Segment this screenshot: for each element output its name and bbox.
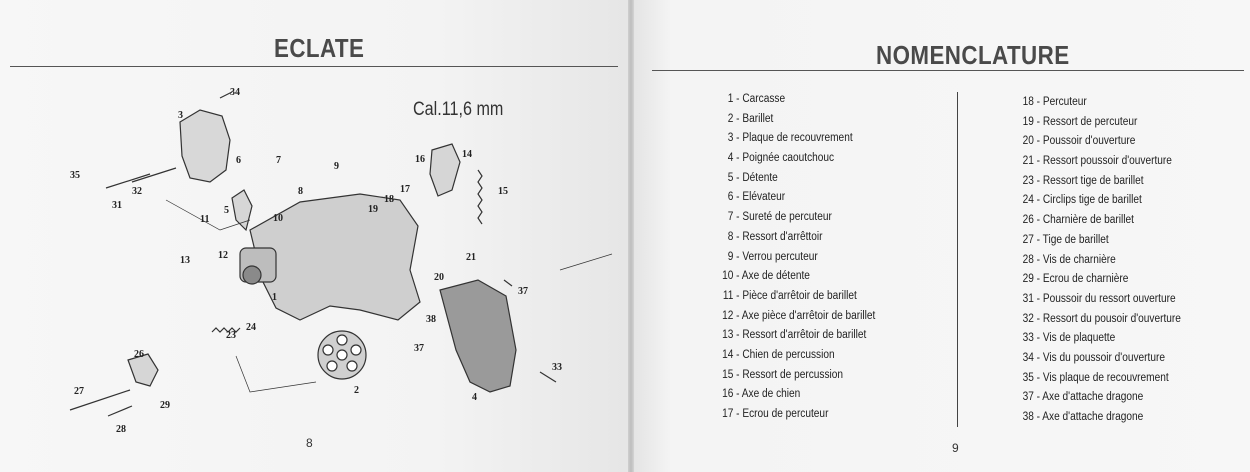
- callout-14: 14: [462, 149, 472, 160]
- callout-2: 2: [354, 385, 359, 396]
- callout-4: 4: [472, 392, 477, 403]
- callout-17: 17: [400, 184, 410, 195]
- callout-8: 8: [298, 186, 303, 197]
- parts-list-column-1: [714, 90, 897, 425]
- list-item: 21 - Ressort poussoir d'ouverture: [1022, 155, 1172, 168]
- list-item: 37 - Axe d'attache dragone: [1022, 391, 1144, 404]
- callout-3: 3: [178, 110, 183, 121]
- callout-35-left: 35: [70, 170, 80, 181]
- list-item: 15 - Ressort de percussion: [722, 368, 844, 381]
- list-item: 29 - Ecrou de charnière: [1022, 273, 1129, 286]
- title-rule: [10, 66, 618, 67]
- callout-19: 19: [368, 204, 378, 215]
- list-item: 14 - Chien de percussion: [722, 348, 835, 361]
- list-item: 17 - Ecrou de percuteur: [722, 408, 829, 420]
- list-item: 12 - Axe pièce d'arrêtoir de barillet: [722, 309, 876, 322]
- list-item: 13 - Ressort d'arrêtoir de barillet: [722, 329, 867, 342]
- callout-12: 12: [218, 250, 228, 261]
- callout-28: 28: [116, 424, 126, 435]
- list-item: 28 - Vis de charnière: [1022, 253, 1116, 266]
- list-item: 34 - Vis du poussoir d'ouverture: [1022, 351, 1165, 364]
- list-item: 20 - Poussoir d'ouverture: [1022, 135, 1136, 148]
- list-item: 24 - Circlips tige de barillet: [1022, 194, 1142, 207]
- callout-29: 29: [160, 400, 170, 411]
- list-item: 7 - Sureté de percuteur: [727, 211, 832, 224]
- exploded-view-diagram: [0, 70, 628, 450]
- list-item: 11 - Pièce d'arrêtoir de barillet: [722, 289, 857, 302]
- callout-15: 15: [498, 186, 508, 197]
- column-divider: [957, 92, 958, 427]
- callout-10: 10: [273, 213, 283, 224]
- list-item: 23 - Ressort tige de barillet: [1022, 174, 1144, 187]
- list-item: 5 - Détente: [727, 171, 778, 184]
- part-hammer: [430, 144, 460, 196]
- parts-list-column-2: [1018, 93, 1203, 428]
- callout-11: 11: [200, 214, 210, 225]
- callout-35-top: 34: [230, 87, 240, 98]
- list-item: 31 - Poussoir du ressort ouverture: [1022, 292, 1176, 305]
- callout-27: 27: [74, 386, 84, 397]
- callout-13: 13: [180, 255, 190, 266]
- list-item: 19 - Ressort de percuteur: [1022, 115, 1138, 128]
- page-number-right: 9: [952, 441, 959, 455]
- list-item: 9 - Verrou percuteur: [727, 250, 818, 263]
- callout-31: 31: [112, 200, 122, 211]
- callout-37: 37: [414, 343, 424, 354]
- callout-33: 33: [552, 362, 562, 373]
- callout-21: 21: [466, 252, 476, 263]
- list-item: 18 - Percuteur: [1022, 96, 1087, 108]
- page-title-eclate: ECLATE: [274, 33, 365, 63]
- list-item: 6 - Elévateur: [727, 191, 786, 204]
- callout-18: 18: [384, 194, 394, 205]
- callout-16: 16: [415, 154, 425, 165]
- callout-38: 38: [426, 314, 436, 325]
- callout-6: 6: [236, 155, 241, 166]
- list-item: 4 - Poignée caoutchouc: [727, 152, 835, 165]
- list-item: 1 - Carcasse: [727, 93, 786, 105]
- right-page: [634, 0, 1250, 472]
- list-item: 8 - Ressort d'arrêttoir: [727, 230, 823, 243]
- list-item: 2 - Barillet: [727, 112, 774, 125]
- callout-5: 5: [224, 205, 229, 216]
- list-item: 10 - Axe de détente: [722, 270, 810, 283]
- callout-24: 24: [246, 322, 256, 333]
- page-title-nomenclature: NOMENCLATURE: [876, 40, 1070, 70]
- part-trigger: [232, 190, 252, 230]
- title-rule: [652, 70, 1244, 71]
- list-item: 3 - Plaque de recouvrement: [727, 132, 853, 145]
- list-item: 35 - Vis plaque de recouvrement: [1022, 371, 1169, 384]
- page-number-left: 8: [306, 436, 313, 450]
- list-item: 33 - Vis de plaquette: [1022, 332, 1116, 345]
- list-item: 16 - Axe de chien: [722, 388, 801, 401]
- callout-7: 7: [276, 155, 281, 166]
- callout-9: 9: [334, 161, 339, 172]
- callout-20: 20: [434, 272, 444, 283]
- part-grip: [440, 280, 516, 392]
- list-item: 26 - Charnière de barillet: [1022, 214, 1134, 227]
- callout-32: 32: [132, 186, 142, 197]
- callout-34: 37: [518, 286, 528, 297]
- list-item: 32 - Ressort du pousoir d'ouverture: [1022, 312, 1181, 325]
- callout-1: 1: [272, 292, 277, 303]
- list-item: 38 - Axe d'attache dragone: [1022, 411, 1144, 423]
- callout-26: 26: [134, 349, 144, 360]
- part-mainspring: [478, 170, 482, 224]
- part-cover-plate: [180, 110, 230, 182]
- callout-23: 23: [226, 330, 236, 341]
- list-item: 27 - Tige de barillet: [1022, 233, 1109, 246]
- caliber-label: Cal.11,6 mm: [413, 99, 504, 120]
